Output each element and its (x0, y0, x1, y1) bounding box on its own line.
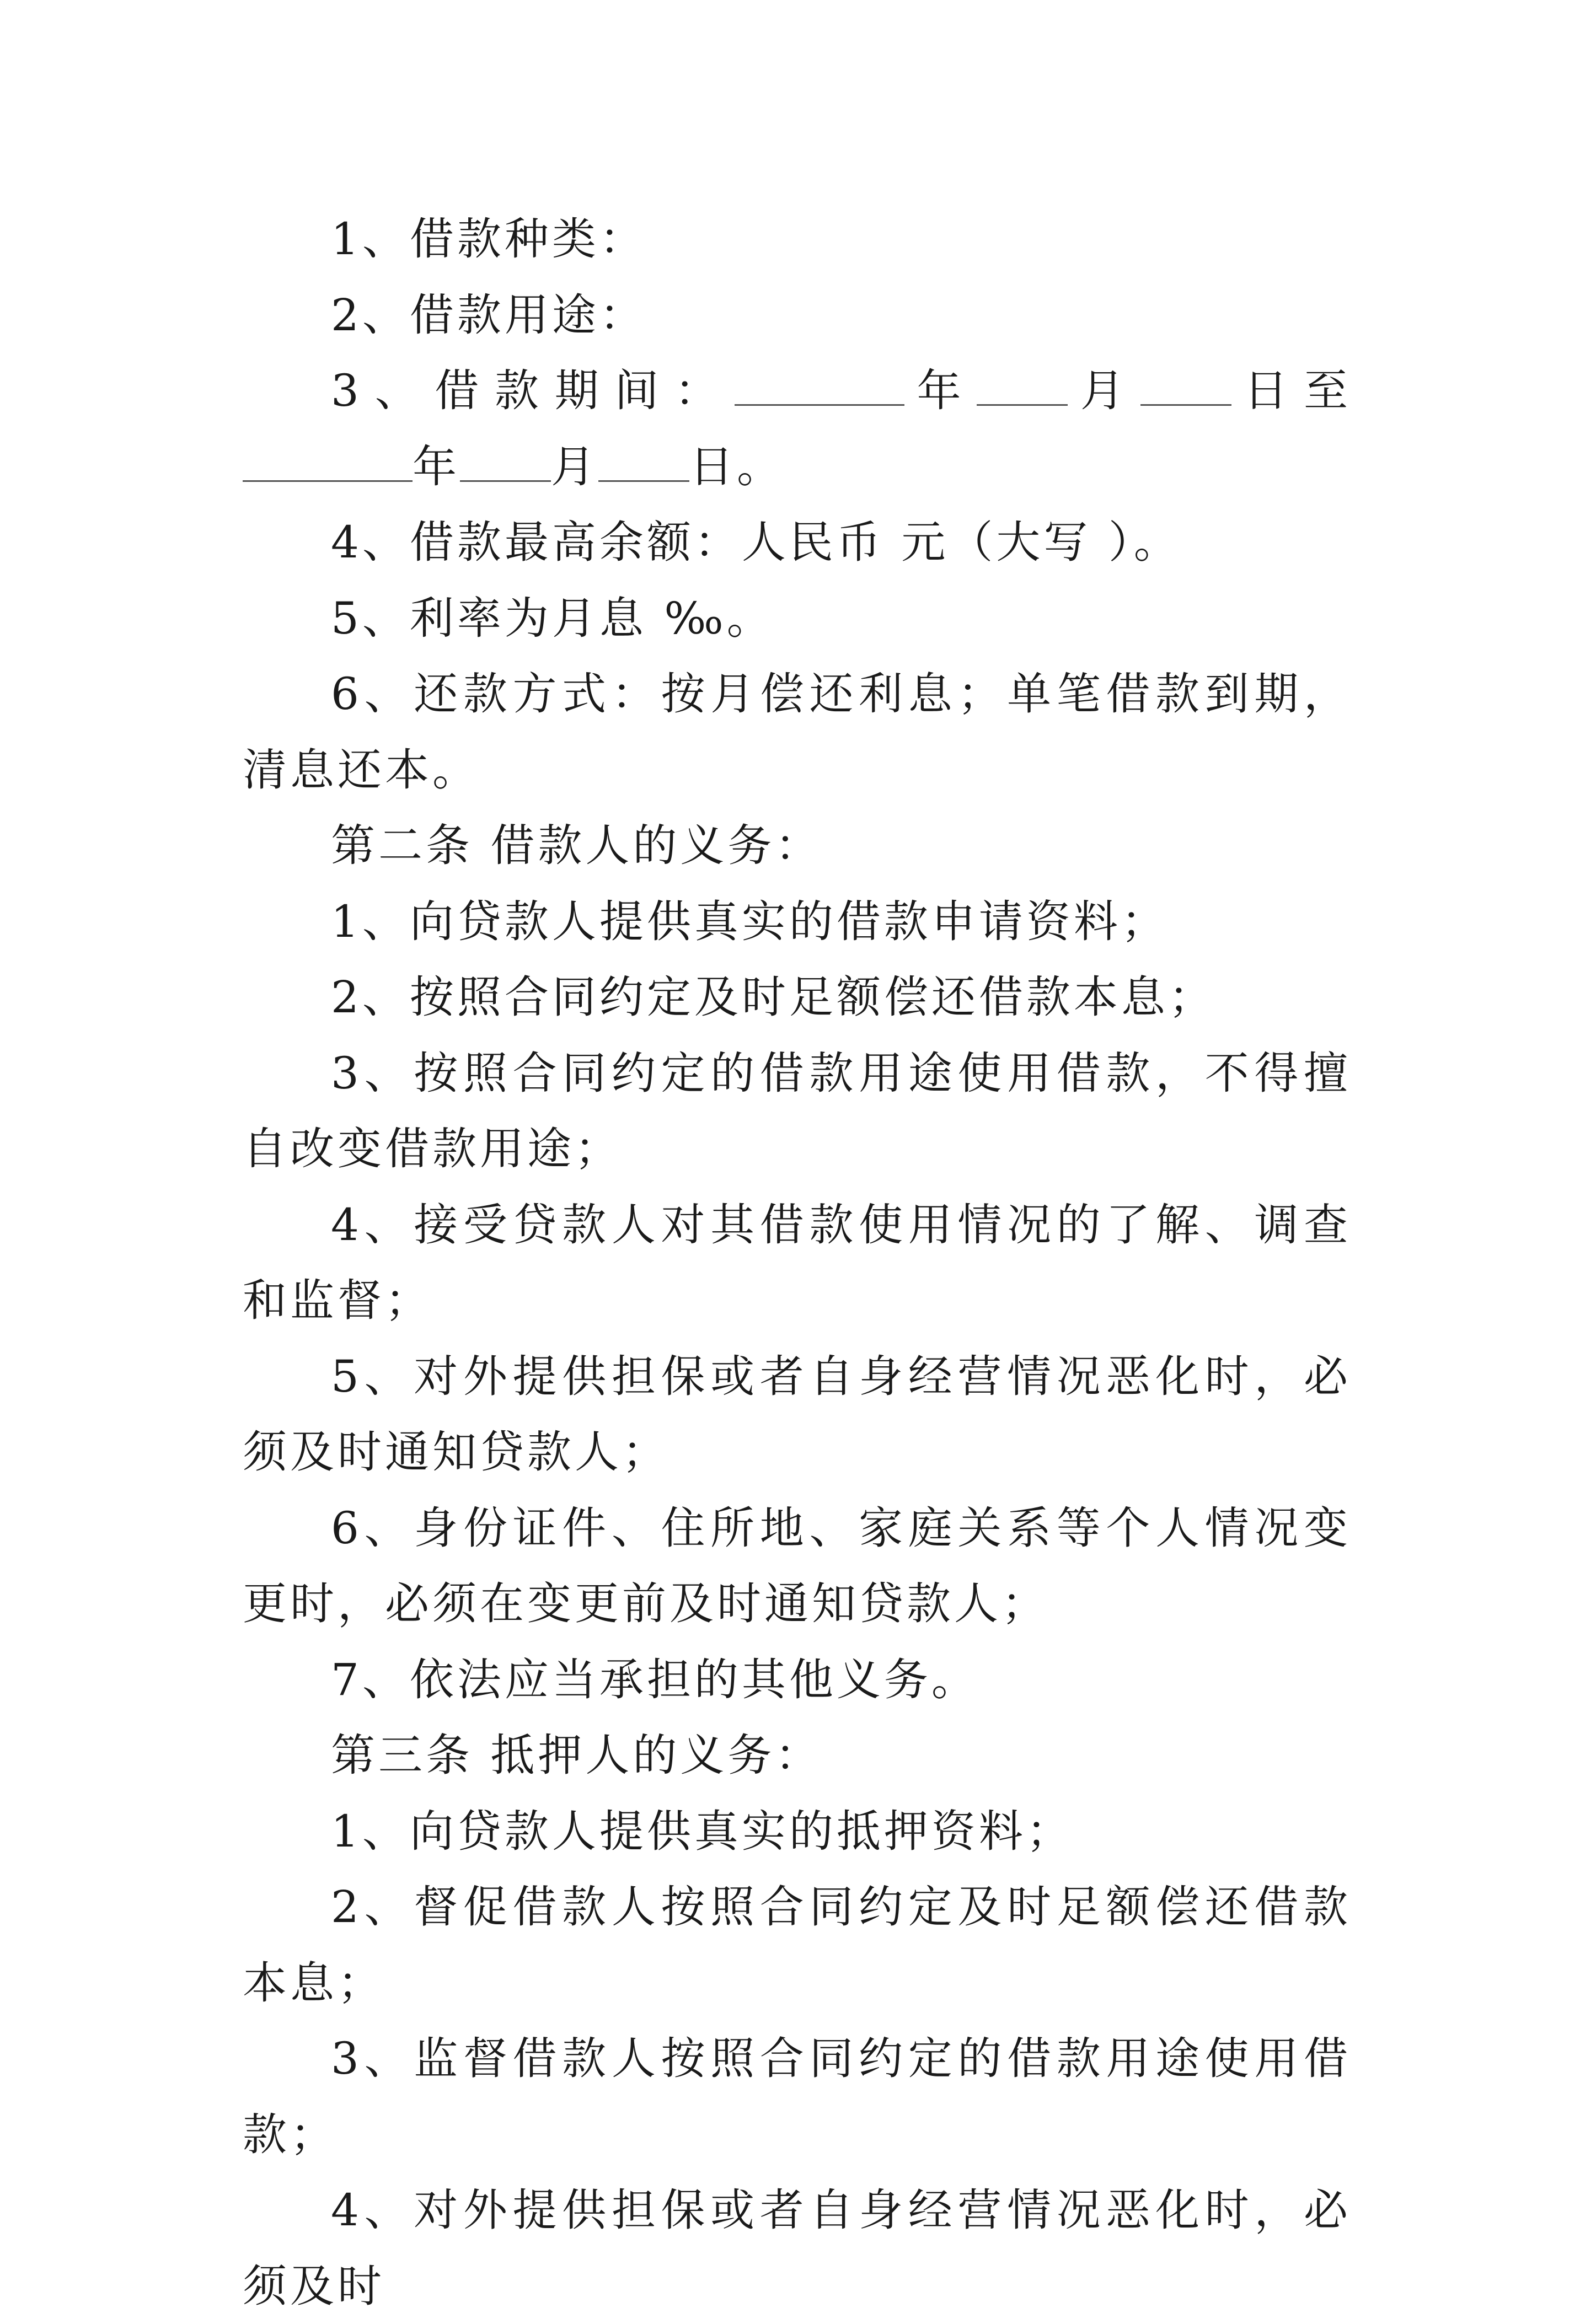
end-year-unit: 年 (413, 441, 460, 492)
article-2-item-1: 1、向贷款人提供真实的借款申请资料； (331, 895, 1169, 947)
article-3-item-4: 4、对外提供担保或者自身经营情况恶化时，必须及时 (243, 2185, 1351, 2312)
article-3-item-2: 2、督促借款人按照合同约定及时足额偿还借款本息； (243, 1881, 1351, 2009)
end-month-unit: 月 (551, 441, 598, 492)
blank-start-year (735, 368, 904, 406)
article-3-title: 第三条 抵押人的义务： (331, 1730, 823, 1781)
blank-start-month (977, 368, 1068, 406)
blank-end-month (460, 444, 551, 482)
article-2-item-6: 6、身份证件、住所地、家庭关系等个人情况变更时，必须在变更前及时通知贷款人； (243, 1502, 1351, 1629)
item-loan-purpose: 2、借款用途： (331, 289, 647, 341)
start-day-unit: 日至 (1231, 365, 1352, 416)
item-loan-period (243, 353, 1351, 504)
start-month-unit: 月 (1068, 365, 1140, 416)
item-loan-type: 1、借款种类： (331, 213, 647, 265)
article-2-item-2: 2、按照合同约定及时足额偿还借款本息； (331, 972, 1216, 1023)
blank-start-day (1140, 368, 1231, 406)
item-interest-rate: 5、利率为月息 ‰。 (331, 592, 774, 644)
start-year-unit: 年 (904, 365, 977, 416)
article-2-item-7: 7、依法应当承担的其他义务。 (331, 1654, 979, 1705)
article-2-title: 第二条 借款人的义务： (331, 820, 823, 871)
article-3-item-3: 3、监督借款人按照合同约定的借款用途使用借款； (243, 2033, 1351, 2160)
article-3-item-1: 1、向贷款人提供真实的抵押资料； (331, 1805, 1074, 1857)
article-2-item-4: 4、接受贷款人对其借款使用情况的了解、调查和监督； (243, 1199, 1351, 1326)
blank-end-year (243, 444, 413, 482)
item-max-balance: 4、借款最高余额：人民币 元（大写 ）。 (331, 517, 1181, 568)
end-day-unit: 日。 (689, 441, 784, 492)
loan-period-label: 3、借款期间： (331, 365, 735, 416)
document-body (243, 201, 1351, 2324)
article-2-item-5: 5、对外提供担保或者自身经营情况恶化时，必须及时通知贷款人； (243, 1350, 1351, 1478)
article-2-item-3: 3、按照合同约定的借款用途使用借款，不得擅自改变借款用途； (243, 1047, 1351, 1174)
blank-end-day (598, 444, 689, 482)
item-repayment-method: 6、还款方式：按月偿还利息；单笔借款到期，清息还本。 (243, 668, 1351, 796)
